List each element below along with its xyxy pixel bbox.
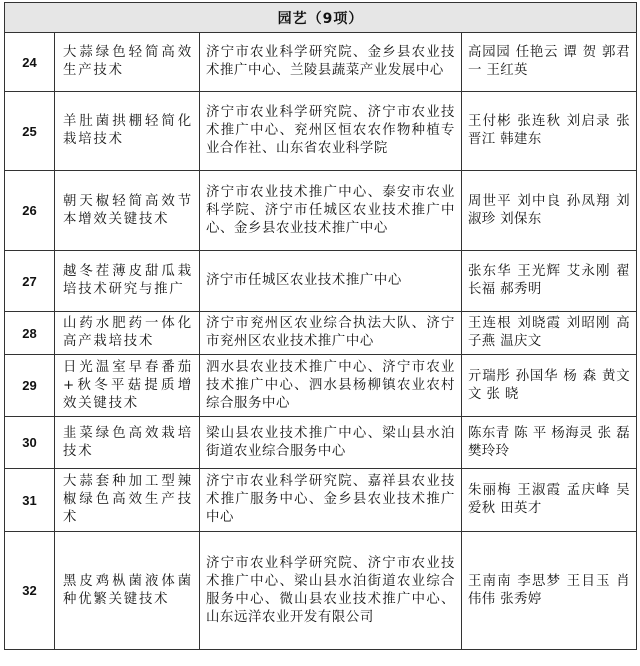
table-row (5, 355, 637, 417)
row-number: 30 (5, 417, 55, 469)
table-row (5, 251, 637, 312)
project-name: 黑皮鸡枞菌液体菌种优繁关键技术 (63, 573, 193, 607)
completing-units: 泗水县农业技术推广中心、济宁市农业技术推广中心、泗水县杨柳镇农业农村综合服务中心 (206, 359, 455, 411)
project-name: 越冬茬薄皮甜瓜栽培技术研究与推广 (63, 264, 193, 297)
completing-units: 济宁市农业科学研究院、嘉祥县农业技术推广服务中心、金乡县农业技术推广中心 (206, 474, 455, 525)
row-number: 31 (5, 469, 55, 532)
table-row (5, 171, 637, 251)
project-name: 大蒜绿色轻简高效生产技术 (63, 45, 193, 78)
completing-people: 王付彬 张连秋 刘启录 张晋江 韩建东 (468, 114, 630, 147)
completing-people: 朱丽梅 王淑霞 孟庆峰 吴爱秋 田英才 (468, 483, 630, 516)
completing-units: 济宁市兖州区农业综合执法大队、济宁市兖州区农业技术推广中心 (206, 316, 455, 349)
completing-people: 王连根 刘晓霞 刘昭刚 高子燕 温庆文 (468, 316, 630, 349)
project-name: 大蒜套种加工型辣椒绿色高效生产技术 (63, 474, 193, 525)
table-row (5, 417, 637, 469)
project-name: 朝天椒轻简高效节本增效关键技术 (63, 193, 193, 227)
row-number: 29 (5, 355, 55, 417)
completing-people: 周世平 刘中良 孙凤翔 刘淑珍 刘保东 (468, 193, 630, 227)
completing-people: 王南南 李思梦 王目玉 肖伟伟 张秀婷 (468, 573, 630, 607)
row-number: 32 (5, 532, 55, 650)
completing-people: 高园园 任艳云 谭 贺 郭君一 王红英 (468, 45, 630, 78)
project-name: 韭菜绿色高效栽培技术 (63, 425, 193, 459)
completing-units: 济宁市农业科学研究院、济宁市农业技术推广中心、兖州区恒农农作物种植专业合作社、山东省农业科学院 (206, 105, 455, 156)
award-table (4, 2, 637, 650)
section-header-row (5, 3, 637, 33)
row-number: 25 (5, 92, 55, 171)
completing-units: 济宁市农业科学研究院、金乡县农业技术推广中心、兰陵县蔬菜产业发展中心 (206, 45, 455, 78)
project-name: 山药水肥药一体化高产栽培技术 (63, 316, 193, 349)
table-row (5, 33, 637, 92)
row-number: 27 (5, 251, 55, 312)
row-number: 28 (5, 312, 55, 355)
completing-units: 济宁市任城区农业技术推广中心 (206, 273, 402, 288)
section-title: 园艺（9项） (5, 3, 637, 33)
table-row (5, 312, 637, 355)
completing-units: 梁山县农业技术推广中心、梁山县水泊街道农业综合服务中心 (206, 425, 455, 459)
row-number: 24 (5, 33, 55, 92)
table-row (5, 532, 637, 650)
award-list-sheet (4, 2, 636, 650)
table-row (5, 469, 637, 532)
project-name: 日光温室早春番茄+秋冬平菇提质增效关键技术 (63, 359, 193, 411)
row-number: 26 (5, 171, 55, 251)
table-row (5, 92, 637, 171)
completing-units: 济宁市农业科学研究院、济宁市农业技术推广中心、梁山县水泊街道农业综合服务中心、微山县农业技术推广中心、山东远洋农业开发有限公司 (206, 555, 455, 625)
completing-people: 亓瑞彤 孙国华 杨 森 黄文文 张 晓 (468, 368, 630, 402)
completing-people: 陈东青 陈 平 杨海灵 张 磊 樊玲玲 (468, 425, 630, 459)
completing-people: 张东华 王光辉 艾永刚 翟长福 郝秀明 (468, 264, 630, 297)
completing-units: 济宁市农业技术推广中心、泰安市农业科学院、济宁市任城区农业技术推广中心、金乡县农业技术推广中心 (206, 184, 455, 236)
project-name: 羊肚菌拱棚轻简化栽培技术 (63, 114, 193, 147)
